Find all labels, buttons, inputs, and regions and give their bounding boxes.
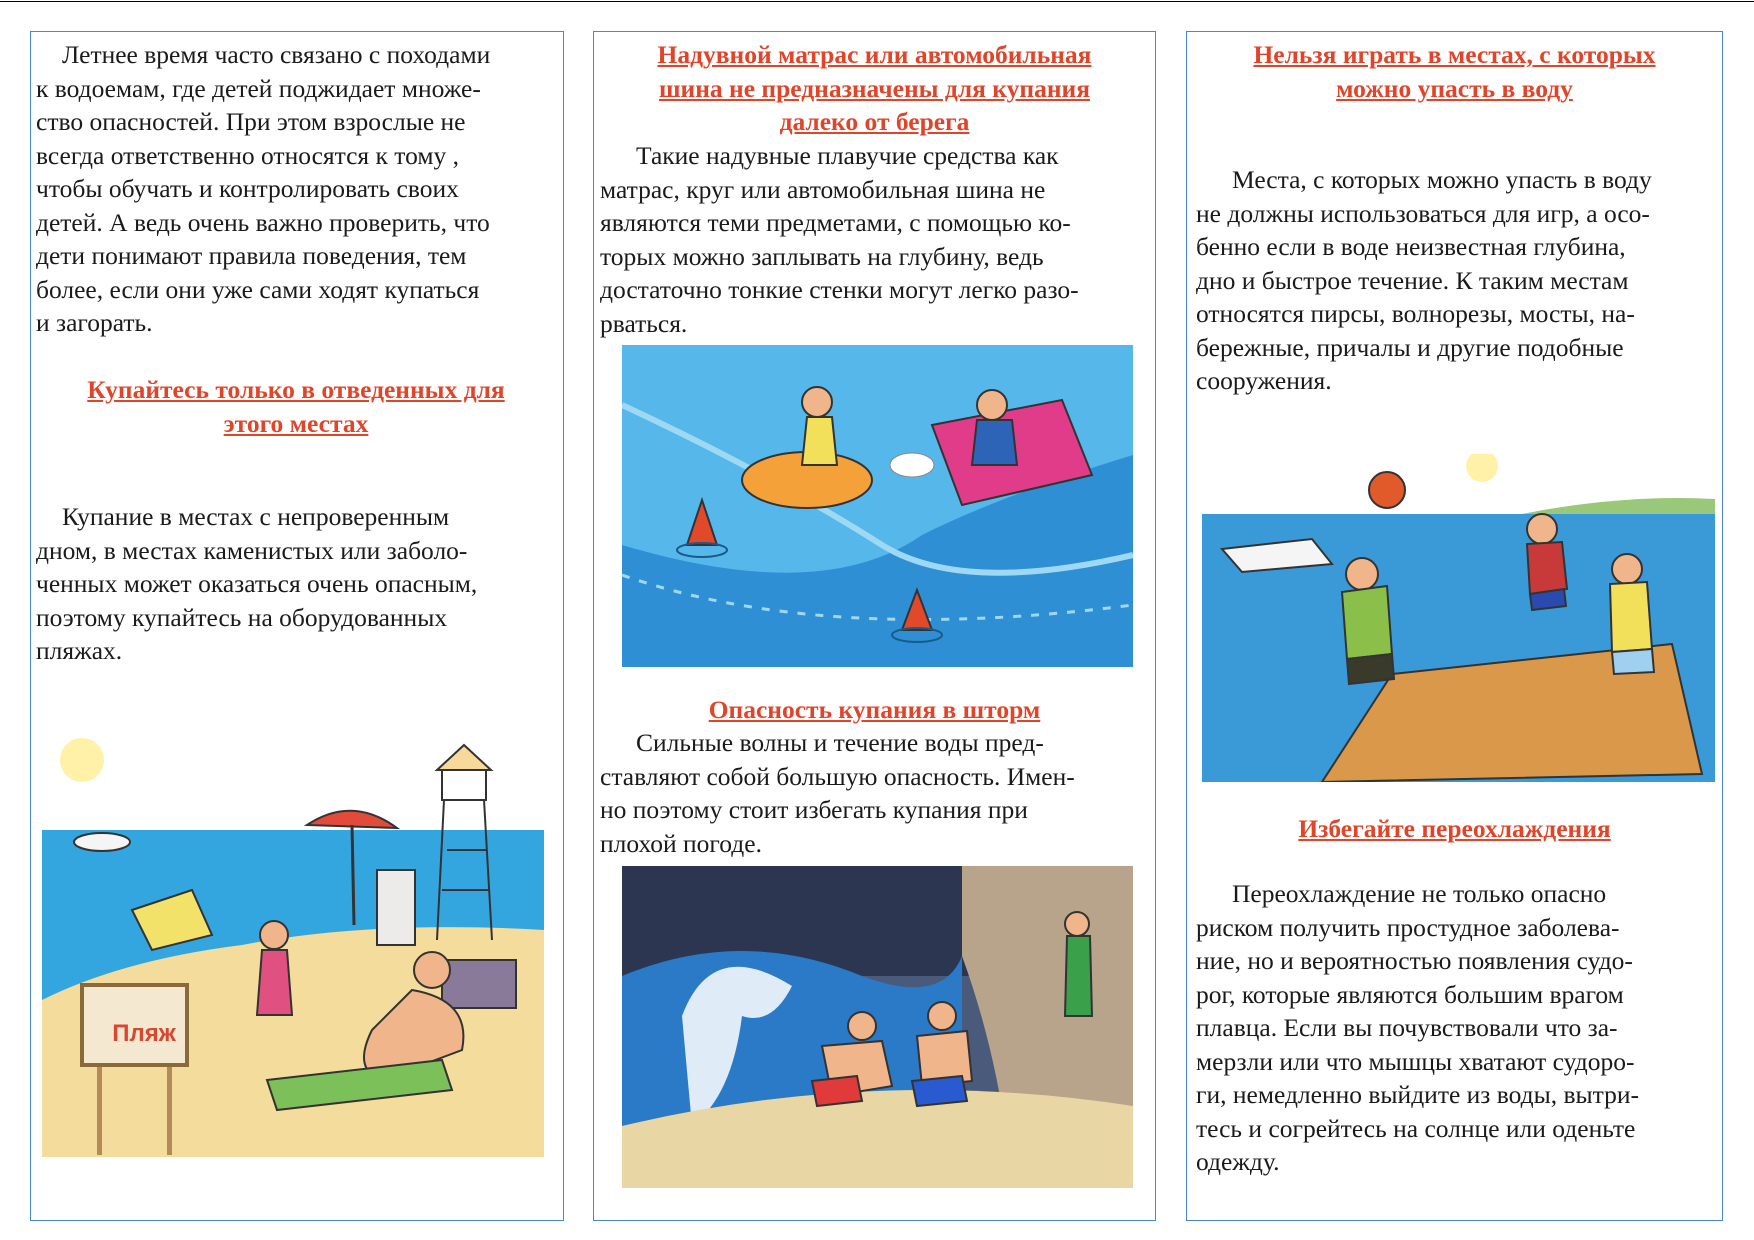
beach-illustration bbox=[42, 730, 544, 1157]
float-dangers-illustration bbox=[622, 345, 1133, 667]
col2-heading-1: Надувной матрас или автомобильная шина не предназначены для купания далеко от берега bbox=[657, 40, 1092, 136]
col3-heading-2: Избегайте переохлаждения bbox=[1298, 814, 1611, 843]
col1-intro-line: ство опасностей. При этом взрослые не bbox=[36, 107, 466, 136]
storm-illustration bbox=[622, 866, 1133, 1188]
col3-heading-1: Нельзя играть в местах, с которых можно упасть в воду bbox=[1253, 40, 1656, 103]
col1-body: Купание в местах с непроверенным дном, в местах каменистых или заболо- ченных может оказаться очень опасным, поэтому купайтесь на оборудованных пляжах. bbox=[36, 502, 478, 665]
col2-body-1: Такие надувные плавучие средства как матрас, круг или автомобильная шина не являются теми предметами, с помощью ко- торых можно заплывать на глубину, ведь достаточно тонкие стенки могут легко разо- рваться. bbox=[600, 141, 1079, 338]
pier-illustration bbox=[1202, 454, 1715, 782]
col3-body-1: Места, с которых можно упасть в воду не должны использоваться для игр, а осо- бенно если в воде неизвестная глубина, дно и быстрое течение. К таким местам относятся пирсы, волнорезы, мосты, на- бережные, причалы и другие подобные сооружения. bbox=[1196, 165, 1652, 395]
col1-intro-line: к водоемам, где детей поджидает множе- bbox=[36, 73, 481, 103]
col1-intro-line: более, если они уже сами ходят купаться bbox=[36, 274, 480, 304]
col2-body-2: Сильные волны и течение воды пред- ставляют собой большую опасность. Имен- но поэтому стоит избегать купания при плохой погоде. bbox=[600, 728, 1075, 858]
col1-intro-line: чтобы обучать и контролировать своих bbox=[36, 174, 459, 203]
col1-intro-line: и загорать. bbox=[36, 308, 153, 337]
col2-heading-2: Опасность купания в шторм bbox=[708, 695, 1041, 724]
col1-heading: Купайтесь только в отведенных для этого местах bbox=[87, 375, 505, 438]
col1-intro bbox=[36, 38, 556, 340]
col1-intro-line: детей. А ведь очень важно проверить, что bbox=[36, 207, 490, 237]
col1-intro-line: дети понимают правила поведения, тем bbox=[36, 241, 467, 270]
beach-sign-text: Пляж bbox=[112, 1020, 176, 1047]
col1-intro-line: Летнее время часто связано с походами bbox=[62, 40, 491, 69]
col3-body-2: Переохлаждение не только опасно риском получить простудное заболева- ние, но и вероятностью появления судо- рог, которые являются большим врагом плавца. Если вы почувствовали что за- мерзли или что мышцы хватают судоро- ги, немедленно выйдите из воды, вытри- тесь и согрейтесь на солнце или оденьте одежду. bbox=[1196, 879, 1640, 1176]
col1-intro-line: всегда ответственно относятся к тому , bbox=[36, 140, 459, 170]
top-rule bbox=[0, 1, 1754, 2]
